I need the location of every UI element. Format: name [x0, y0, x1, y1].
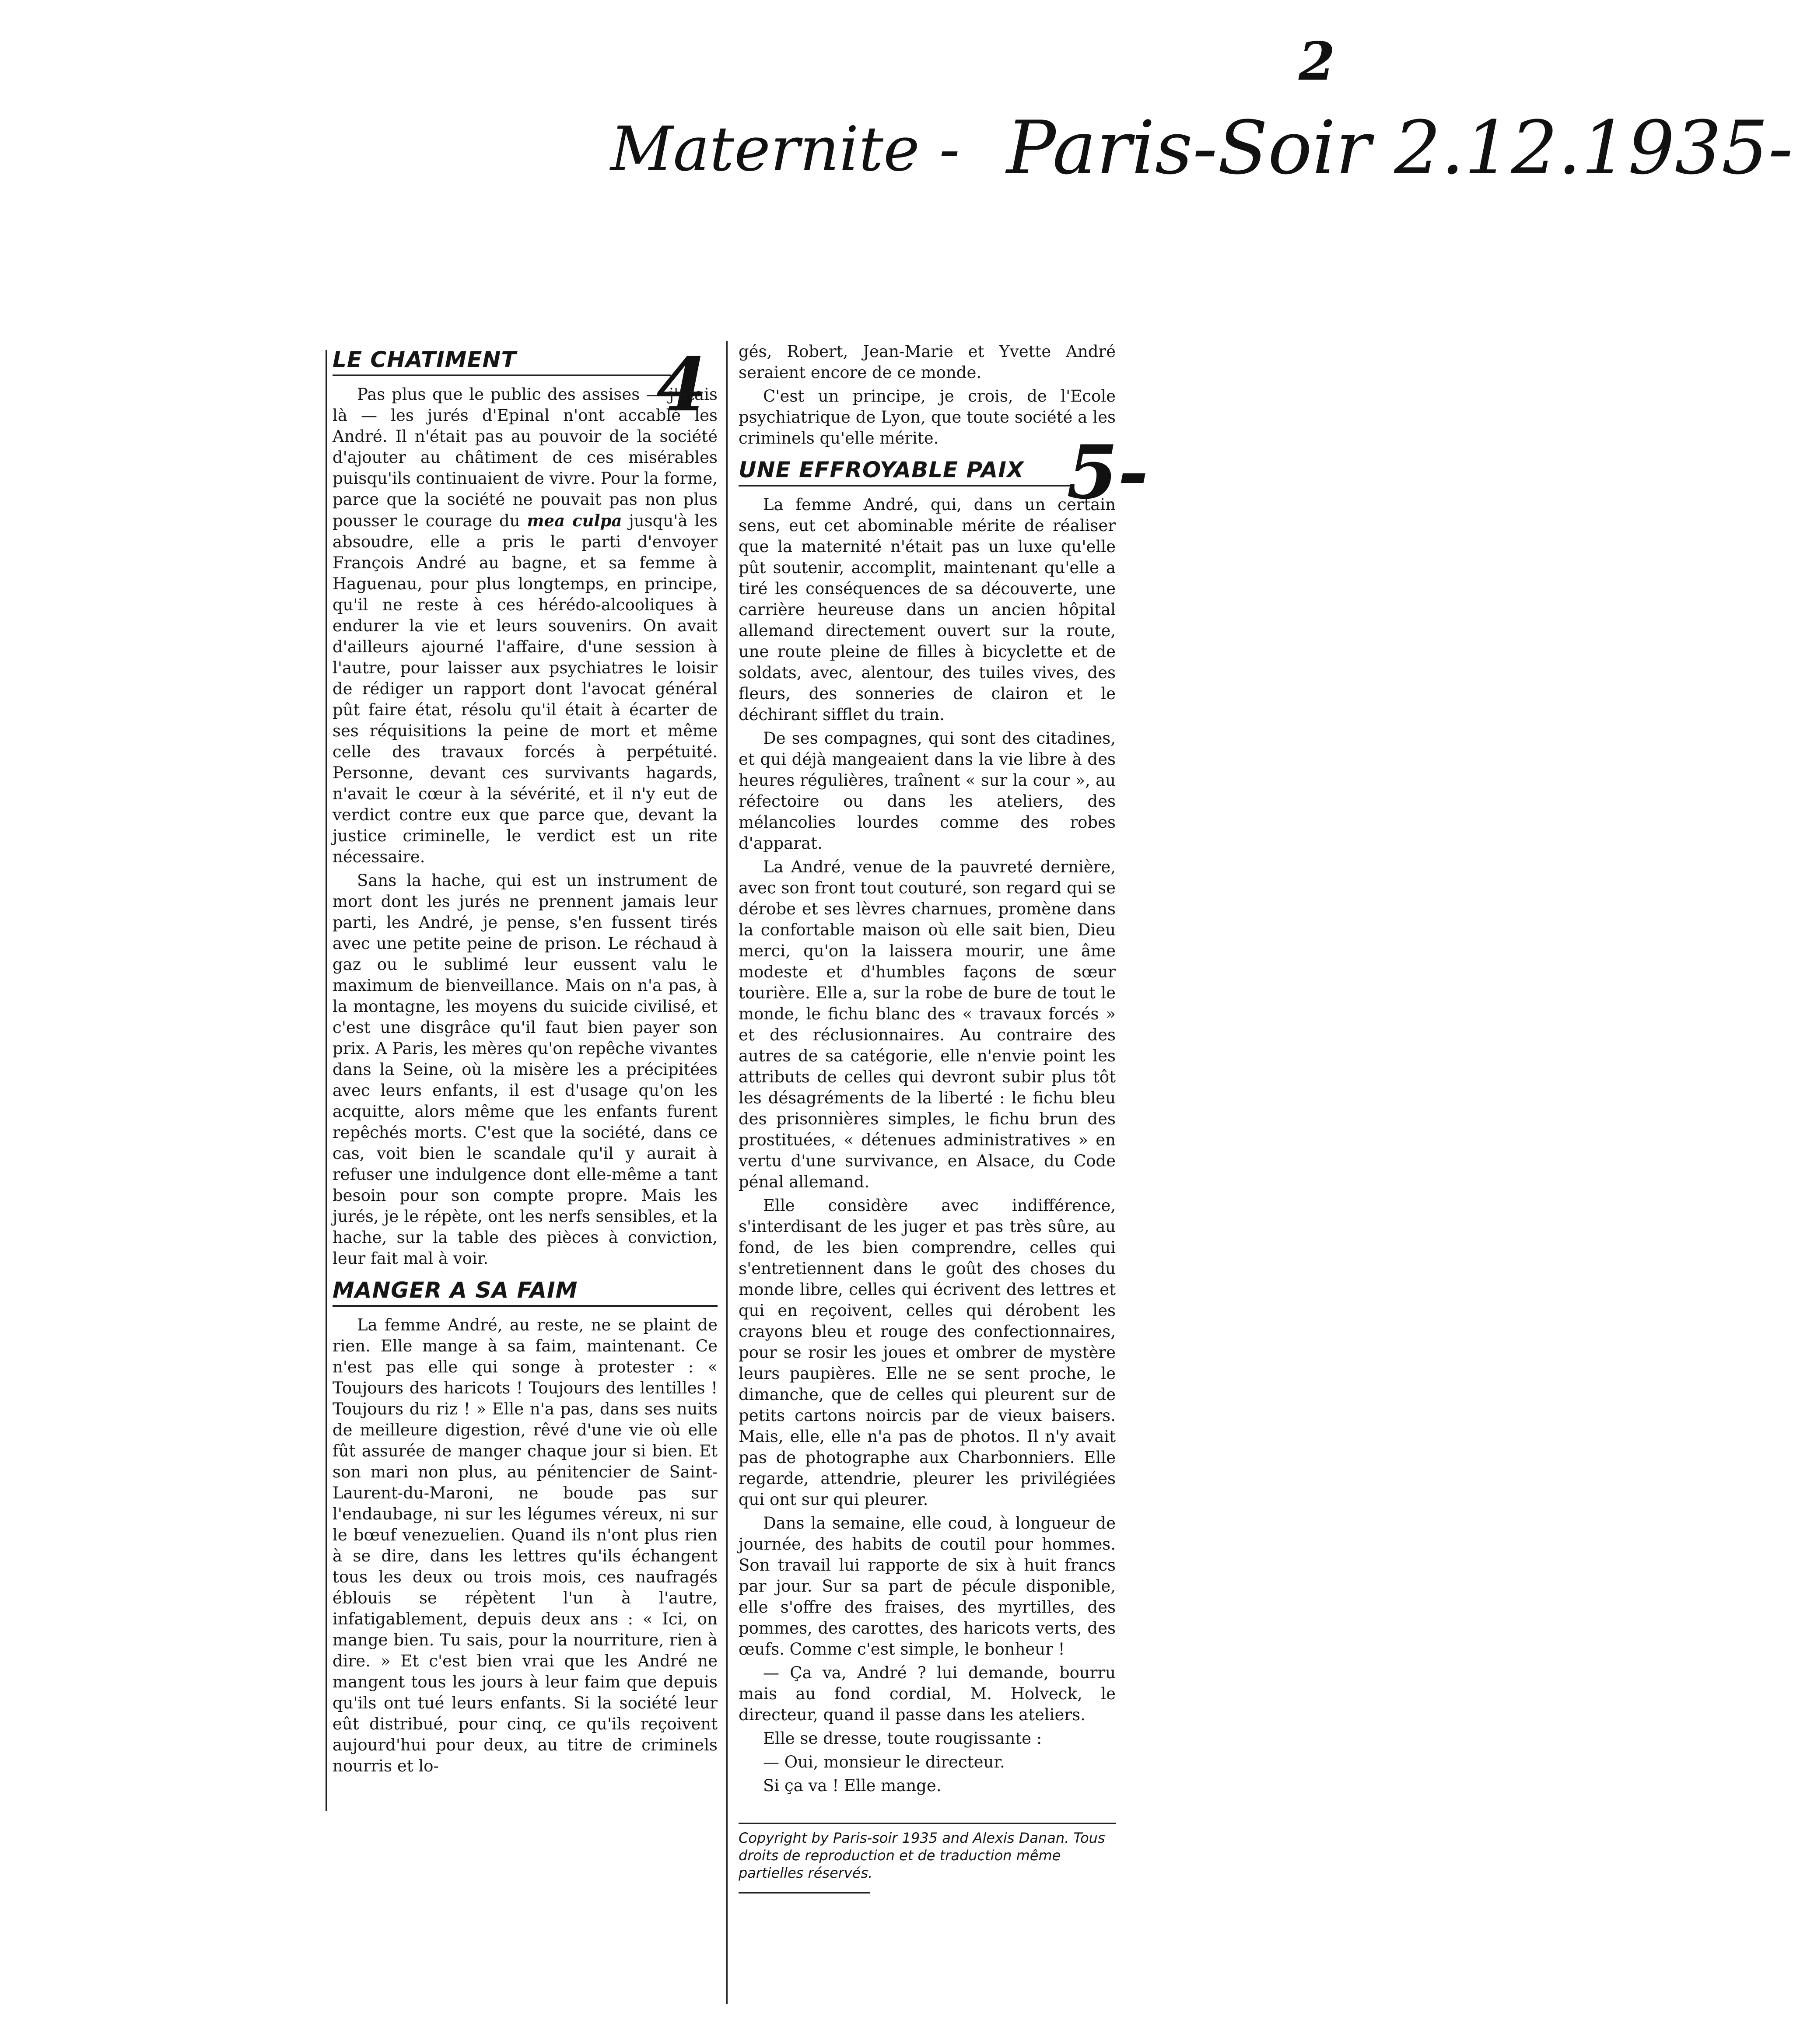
paragraph: De ses compagnes, qui sont des citadines, et qui déjà mangeaient dans la vie libre à des heures régulières, traînent « sur la cour », au réfectoire ou dans les ateliers, des mélancolies lourdes comme des robes d'apparat. [739, 729, 1116, 853]
column-rule-left [326, 350, 327, 1811]
handwritten-subject-note: Maternite - [610, 114, 960, 185]
handwritten-section-number-2: 5- [1067, 429, 1149, 515]
paragraph: Dans la semaine, elle coud, à longueur de journée, des habits de coutil pour hommes. Son travail lui rapporte de six à huit francs par jour. Sur sa part de pécule disponible, elle s'offre des fraises, des myrtilles, des pommes, des carottes, des haricots verts, des œufs. Comme c'est simple, le bonheur ! [739, 1514, 1116, 1659]
emphasis-mea-culpa: mea culpa [527, 511, 622, 530]
article-column-left [333, 341, 718, 1779]
paragraph: Sans la hache, qui est un instrument de mort dont les jurés ne prennent jamais leur parti, les André, je pense, s'en fussent tirés avec une petite peine de prison. Le réchaud à gaz ou le sublimé leur eussent valu le maximum de bienveillance. Mais on n'a pas, à la montagne, les moyens du suicide civilisé, et c'est une disgrâce qu'il faut bien payer son prix. A Paris, les mères qu'on repêche vivantes dans la Seine, où la misère les a précipitées avec leurs enfants, il est d'usage qu'on les acquitte, alors même que les enfants furent repêchés morts. C'est que la société, dans ce cas, voit bien le scandale qu'il y aurait à refuser une indulgence dont elle-même a tant besoin pour son compte propre. Mais les jurés, je le répète, ont les nerfs sensibles, et la hache, sur la table des pièces à conviction, leur fait mal à voir. [333, 871, 718, 1268]
paragraph: Si ça va ! Elle mange. [763, 1776, 942, 1795]
section-heading-manger-a-sa-faim: MANGER A SA FAIM [333, 1276, 718, 1307]
handwritten-page-number: 2 [1299, 31, 1335, 92]
end-rule [739, 1892, 870, 1894]
section-heading-le-chatiment: LE CHATIMENT [333, 346, 671, 376]
handwritten-section-number-1: 4 [656, 341, 707, 428]
paragraph: Pas plus que le public des assises — j'étais là — les jurés d'Epinal n'ont accablé les André. Il n'était pas au pouvoir de la société d'ajouter au châtiment de ces misérables puisqu'ils continuaient de vivre. Pour la forme, parce que la société ne pouvait pas non plus pousser le courage du mea culpa jusqu'à les absoudre, elle a pris le parti d'envoyer François André au bagne, et sa femme à Haguenau, pour plus longtemps, en principe, qu'il ne reste à ces hérédo-alcooliques à endurer la vie et leurs souvenirs. On avait d'ailleurs ajourné l'affaire, d'une session à l'autre, pour laisser aux psychiatres le loisir de rédiger un rapport dont l'avocat général pût faire état, résolu qu'il était à écarter de ses réquisitions la peine de mort et même celle des travaux forcés à perpétuité. Personne, devant ces survivants hagards, n'avait le cœur à la sévérité, et il n'y eut de verdict contre eux que parce que, devant la justice criminelle, le verdict est un rite nécessaire. [333, 385, 718, 866]
article-column-right [739, 341, 1116, 1894]
paragraph: La femme André, au reste, ne se plaint de rien. Elle mange à sa faim, maintenant. Ce n'est pas elle qui songe à protester : « Toujours des haricots ! Toujours des lentilles ! Toujours du riz ! » Elle n'a pas, dans ses nuits de meilleure digestion, rêvé d'une vie où elle fût assurée de manger chaque jour si bien. Et son mari non plus, au pénitencier de Saint-Laurent-du-Maroni, ne boude pas sur l'endaubage, ni sur les légumes véreux, ni sur le bœuf venezuelien. Quand ils n'ont plus rien à se dire, dans les lettres qu'ils échangent tous les deux ou trois mois, ces naufragés éblouis se répètent l'un à l'autre, infatigablement, depuis deux ans : « Ici, on mange bien. Tu sais, pour la nourriture, rien à dire. » Et c'est bien vrai que les André ne mangent tous les jours à leur faim que depuis qu'ils ont tué leurs enfants. Si la société leur eût distribué, pour cinq, ce qu'ils reçoivent aujourd'hui pour deux, au titre de criminels nourris et lo- [333, 1316, 718, 1775]
paragraph-continuation: gés, Robert, Jean-Marie et Yvette André seraient encore de ce monde. [739, 342, 1116, 382]
paragraph: — Ça va, André ? lui demande, bourru mais au fond cordial, M. Holveck, le directeur, quand il passe dans les ateliers. [739, 1663, 1116, 1724]
section-heading-une-effroyable-paix: UNE EFFROYABLE PAIX [739, 456, 1071, 486]
paragraph: — Oui, monsieur le directeur. [763, 1753, 1005, 1771]
column-rule-right [726, 341, 728, 2004]
paragraph: C'est un principe, je crois, de l'Ecole psychiatrique de Lyon, que toute société a les criminels qu'elle mérite. [739, 387, 1116, 448]
paragraph: Elle considère avec indifférence, s'interdisant de les juger et pas très sûre, au fond, de les bien comprendre, celles qui s'entretiennent dans le goût des choses du monde libre, celles qui écrivent des lettres et qui en reçoivent, celles qui dérobent les crayons bleu et rouge des confectionnaires, pour se rosir les joues et ombrer de mystère leurs paupières. Elle ne se sent proche, le dimanche, que de celles qui pleurent sur de petits cartons noircis par de vieux baisers. Mais, elle, elle n'a pas de photos. Il n'y avait pas de photographe aux Charbonniers. Elle regarde, attendrie, pleurer les privilégiées qui ont sur qui pleurer. [739, 1196, 1116, 1509]
paragraph: Elle se dresse, toute rougissante : [763, 1729, 1042, 1748]
copyright-notice: Copyright by Paris-soir 1935 and Alexis Danan. Tous droits de reproduction et de traduction même partielles réservés. [739, 1823, 1116, 1882]
paragraph: La André, venue de la pauvreté dernière, avec son front tout couturé, son regard qui se dérobe et ses lèvres charnues, promène dans la confortable maison où elle sait bien, Dieu merci, qu'on la laissera mourir, une âme modeste et d'humbles façons de sœur tourière. Elle a, sur la robe de bure de tout le monde, le fichu blanc des « travaux forcés » et des réclusionnaires. Au contraire des autres de sa catégorie, elle n'envie point les attributs de celles qui devront subir plus tôt les désagréments de la liberté : le fichu bleu des prisonnières simples, le fichu brun des prostituées, « détenues administratives » en vertu d'une survivance, en Alsace, du Code pénal allemand. [739, 858, 1116, 1191]
handwritten-source-note: Paris-Soir 2.12.1935- [1006, 105, 1793, 191]
paragraph: La femme André, qui, dans un certain sens, eut cet abominable mérite de réaliser que la maternité n'était pas un luxe qu'elle pût soutenir, accomplit, maintenant qu'elle a tiré les conséquences de sa découverte, une carrière heureuse dans un ancien hôpital allemand directement ouvert sur la route, une route pleine de filles à bicyclette et de soldats, avec, alentour, des tuiles vives, des fleurs, des sonneries de clairon et le déchirant sifflet du train. [739, 495, 1116, 724]
